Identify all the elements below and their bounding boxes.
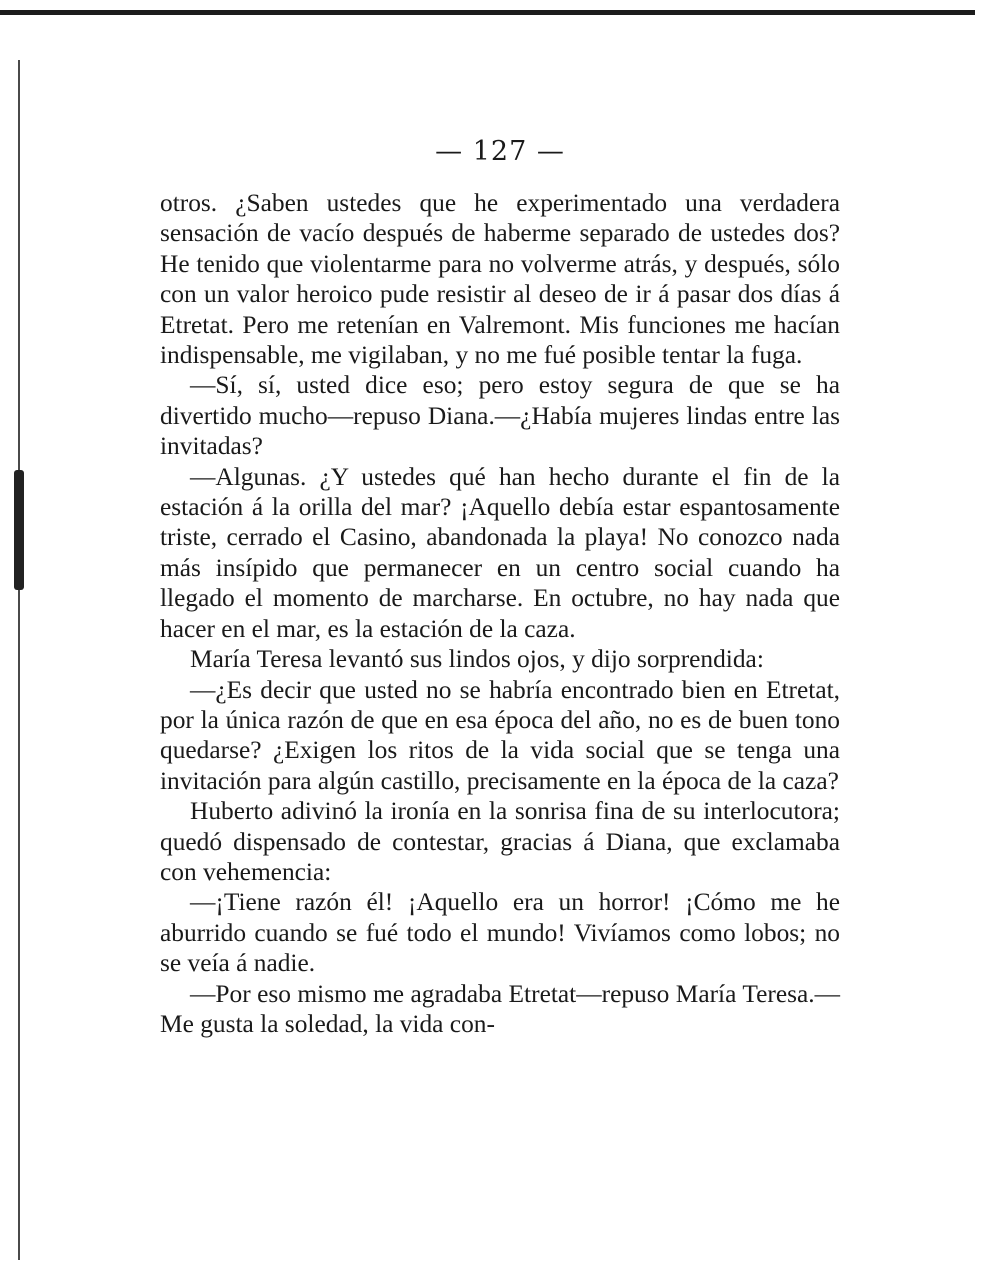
top-rule xyxy=(0,10,975,15)
page-number: — 127 — xyxy=(435,136,565,167)
paragraph: —Por eso mismo me agradaba Etretat—repuso María Teresa.—Me gusta la soledad, la vida con- xyxy=(160,979,840,1038)
paragraph: María Teresa levantó sus lindos ojos, y dijo sorprendida: xyxy=(190,645,764,674)
binding-mark xyxy=(14,470,24,590)
paragraph: Huberto adivinó la ironía en la sonrisa fina de su interlocutora; quedó dispensado de contestar, gracias á Diana, que exclamaba con vehemencia: xyxy=(160,797,840,886)
binding-edge xyxy=(18,60,24,1260)
paragraph: —Sí, sí, usted dice eso; pero estoy segura de que se ha divertido mucho—repuso Diana.—¿Había mujeres lindas entre las invitadas? xyxy=(160,371,840,461)
body-text xyxy=(160,188,840,1039)
paragraph: otros. ¿Saben ustedes que he experimentado una verdadera sensación de vacío después de haberme separado de ustedes dos? He tenido que violentarme para no volverme atrás, y después, sólo con un valor heroico pude resistir al deseo de ir á pasar dos días á Etretat. Pero me retenían en Valremont. Mis funciones me hacían indispensable, me vigilaban, y no me fué posible tentar la fuga. xyxy=(160,189,840,370)
paragraph: —¿Es decir que usted no se habría encontrado bien en Etretat, por la única razón de que en esa época del año, no es de buen tono quedarse? ¿Exigen los ritos de la vida social que se tenga una invitación para algún castillo, precisamente en la época de la caza? xyxy=(160,675,840,795)
paragraph: —Algunas. ¿Y ustedes qué han hecho durante el fin de la estación á la orilla del mar? ¡Aquello debía estar espantosamente triste, cerrado el Casino, abandonada la playa! No conozco nada más insípido que permanecer en un centro social cuando ha llegado el momento de marcharse. En octubre, no hay nada que hacer en el mar, es la estación de la caza. xyxy=(160,462,840,643)
paragraph: —¡Tiene razón él! ¡Aquello era un horror! ¡Cómo me he aburrido cuando se fué todo el mundo! Vivíamos como lobos; no se veía á nadie. xyxy=(160,888,840,978)
